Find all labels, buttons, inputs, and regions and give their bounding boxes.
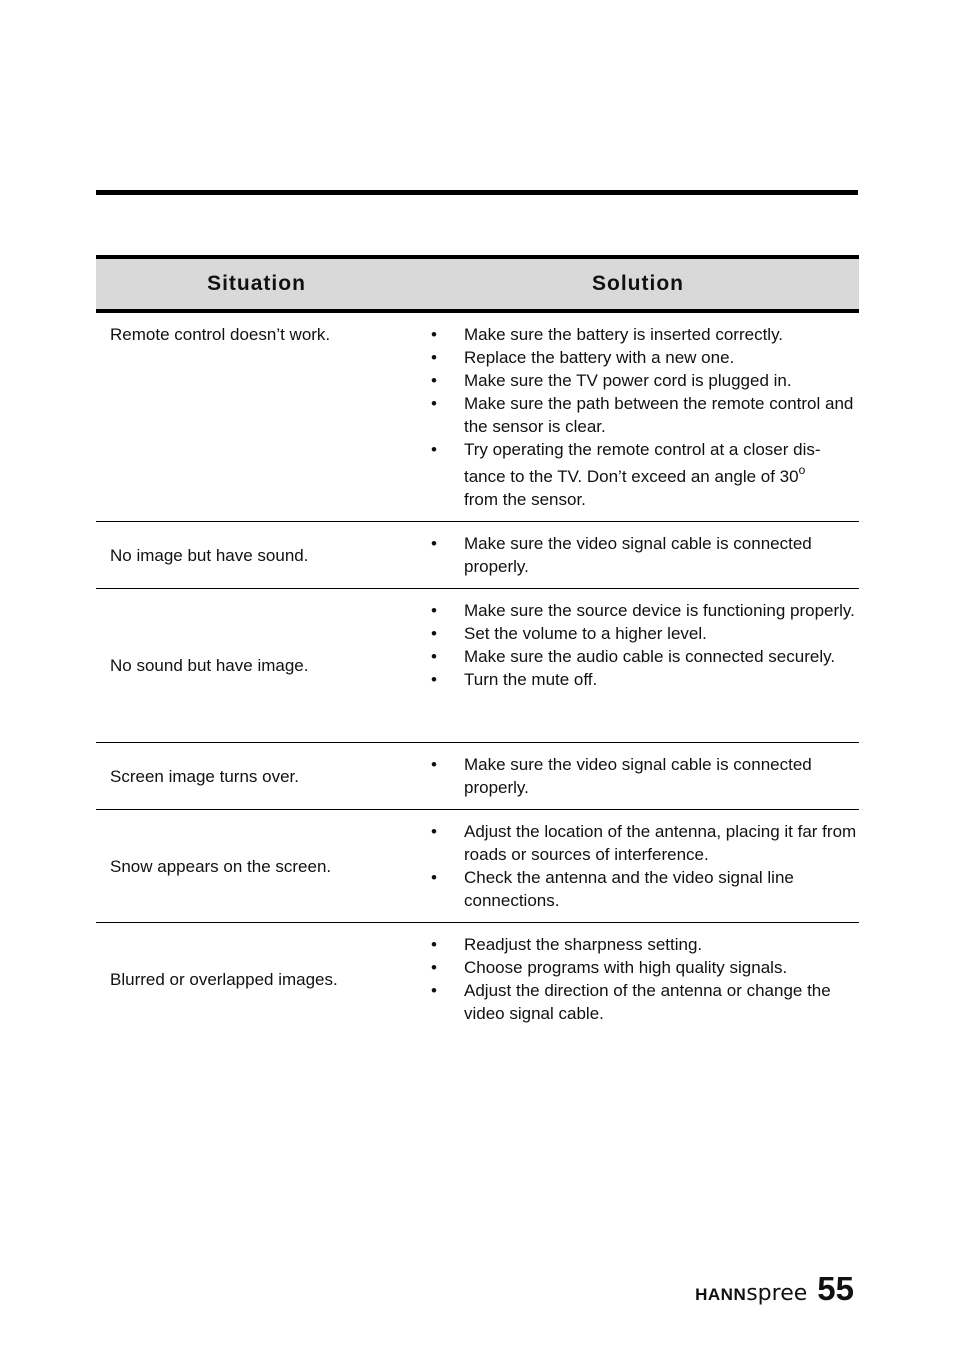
solution-text: Make sure the audio cable is connected securely. bbox=[464, 647, 836, 666]
solution-text-line: Try operating the remote control at a closer dis- bbox=[464, 440, 821, 459]
page-number: 55 bbox=[817, 1270, 854, 1307]
solution-text-line bbox=[464, 465, 805, 488]
solution-cell bbox=[417, 589, 859, 743]
solution-list bbox=[417, 820, 859, 912]
solution-text: Make sure the TV power cord is plugged in. bbox=[464, 371, 792, 390]
bullet: • bbox=[431, 534, 437, 553]
table-row bbox=[96, 589, 859, 743]
solution-item bbox=[417, 979, 859, 1025]
solution-text: Make sure the source device is functioning properly. bbox=[464, 601, 855, 620]
solution-cell bbox=[417, 743, 859, 810]
bullet: • bbox=[431, 440, 437, 459]
bullet: • bbox=[431, 935, 437, 954]
bullet: • bbox=[431, 348, 437, 367]
solution-item bbox=[417, 645, 859, 668]
solution-cell bbox=[417, 923, 859, 1036]
situation-header: Situation bbox=[96, 257, 417, 311]
solution-text: Make sure the path between the remote control and the sensor is clear. bbox=[464, 394, 854, 436]
bullet: • bbox=[431, 822, 437, 841]
bullet: • bbox=[431, 958, 437, 977]
solution-header: Solution bbox=[417, 257, 859, 311]
solution-text: Choose programs with high quality signals. bbox=[464, 958, 788, 977]
bullet: • bbox=[431, 624, 437, 643]
situation-cell: Remote control doesn’t work. bbox=[96, 311, 417, 522]
solution-text: Turn the mute off. bbox=[464, 670, 598, 689]
solution-text-fragment: tance to the TV. Don’t exceed an angle of 30 bbox=[464, 467, 799, 486]
solution-list bbox=[417, 753, 859, 799]
solution-text: Make sure the video signal cable is connected properly. bbox=[464, 755, 812, 797]
solution-item bbox=[417, 956, 859, 979]
solution-item bbox=[417, 369, 859, 392]
bullet: • bbox=[431, 647, 437, 666]
solution-text: Make sure the video signal cable is connected properly. bbox=[464, 534, 812, 576]
situation-cell: No image but have sound. bbox=[96, 522, 417, 589]
situation-cell: No sound but have image. bbox=[96, 589, 417, 743]
solution-text-line: from the sensor. bbox=[464, 490, 586, 509]
solution-item bbox=[417, 599, 859, 622]
solution-text: Adjust the location of the antenna, placing it far from roads or sources of interference. bbox=[464, 822, 857, 864]
solution-item bbox=[417, 668, 859, 691]
solution-text: Adjust the direction of the antenna or change the video signal cable. bbox=[464, 981, 831, 1023]
solution-item bbox=[417, 438, 859, 511]
solution-item bbox=[417, 622, 859, 645]
bullet: • bbox=[431, 755, 437, 774]
situation-cell: Screen image turns over. bbox=[96, 743, 417, 810]
situation-cell: Blurred or overlapped images. bbox=[110, 969, 338, 989]
solution-text: Readjust the sharpness setting. bbox=[464, 935, 703, 954]
bullet: • bbox=[431, 601, 437, 620]
page-footer bbox=[695, 1270, 854, 1308]
solution-cell bbox=[417, 522, 859, 589]
bullet: • bbox=[431, 371, 437, 390]
table-row bbox=[96, 311, 859, 522]
bullet: • bbox=[431, 394, 437, 413]
solution-list bbox=[417, 599, 859, 691]
solution-cell bbox=[417, 810, 859, 923]
solution-item bbox=[417, 866, 859, 912]
brand-logo-light: spree bbox=[746, 1281, 808, 1306]
solution-item bbox=[417, 392, 859, 438]
solution-item bbox=[417, 753, 859, 799]
bullet: • bbox=[431, 325, 437, 344]
solution-item bbox=[417, 532, 859, 578]
brand-logo bbox=[695, 1281, 807, 1306]
table-row bbox=[96, 923, 859, 1036]
solution-text: Check the antenna and the video signal line connections. bbox=[464, 868, 794, 910]
solution-item bbox=[417, 323, 859, 346]
bullet: • bbox=[431, 868, 437, 887]
table-row bbox=[96, 743, 859, 810]
solution-text: Make sure the battery is inserted correctly. bbox=[464, 325, 784, 344]
solution-list bbox=[417, 933, 859, 1025]
troubleshooting-table bbox=[96, 255, 859, 1035]
table-row bbox=[96, 522, 859, 589]
degree-superscript: o bbox=[798, 463, 806, 477]
brand-logo-bold: HANN bbox=[695, 1285, 747, 1304]
situation-cell: Snow appears on the screen. bbox=[96, 810, 417, 923]
bullet: • bbox=[431, 670, 437, 689]
solution-text: Set the volume to a higher level. bbox=[464, 624, 707, 643]
solution-list bbox=[417, 323, 859, 511]
solution-item bbox=[417, 820, 859, 866]
table-header-row bbox=[96, 257, 859, 311]
solution-cell bbox=[417, 311, 859, 522]
solution-item bbox=[417, 933, 859, 956]
bullet: • bbox=[431, 981, 437, 1000]
table-row bbox=[96, 810, 859, 923]
top-rule bbox=[96, 190, 858, 195]
solution-item bbox=[417, 346, 859, 369]
solution-text: Replace the battery with a new one. bbox=[464, 348, 735, 367]
solution-list bbox=[417, 532, 859, 578]
